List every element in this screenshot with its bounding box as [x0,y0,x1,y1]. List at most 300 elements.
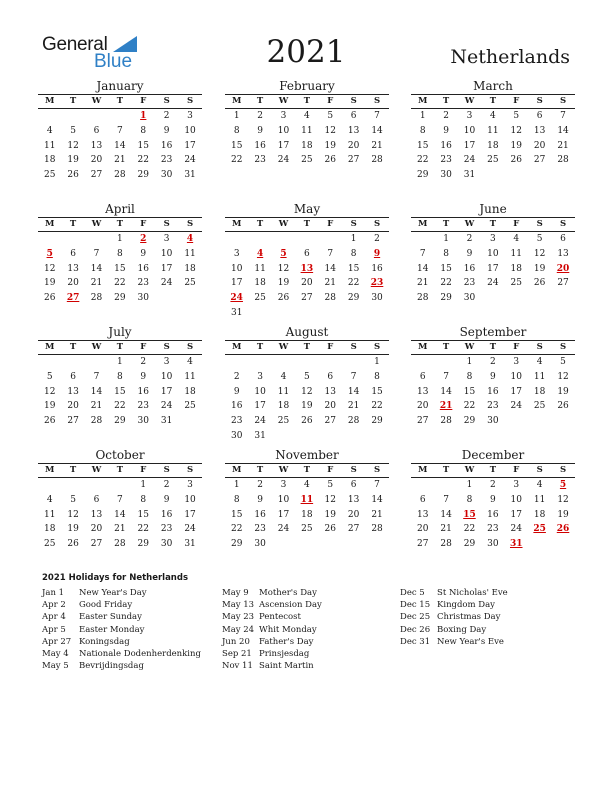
week-row [225,370,389,385]
weekday-label: M [44,96,55,106]
day-cell: 7 [443,371,449,382]
day-cell: 10 [160,248,173,259]
day-cell: 9 [140,371,147,382]
weekday-label: S [559,342,567,352]
month-february [225,78,389,168]
day-cell: 6 [327,371,334,382]
day-cell: 15 [114,386,126,397]
weekday-label: T [303,342,311,352]
week-row [38,124,202,139]
day-cell: 5 [560,357,566,367]
day-cell: 31 [230,307,243,318]
week-row [225,414,389,429]
day-cell: 9 [233,386,240,397]
day-cell: 17 [277,509,290,520]
day-cell: 21 [557,140,569,151]
day-cell: 6 [350,111,357,121]
day-cell: 2 [443,111,449,121]
day-cell: 28 [347,416,360,427]
day-cell: 3 [233,248,240,259]
empty-day-cell [528,537,551,552]
day-cell: 4 [490,111,496,121]
month-july [38,324,202,429]
day-cell: 18 [301,509,313,520]
holiday-name: Pentecost [259,612,301,623]
holiday-day: 2 [140,234,147,244]
weekday-label: T [442,96,450,106]
weekday-label: T [442,465,450,475]
week-row [411,414,575,429]
day-cell: 29 [137,170,149,181]
holiday-list-title: 2021 Holidays for Netherlands [42,573,188,583]
holiday-name: Saint Martin [259,661,314,672]
day-cell: 19 [557,509,569,520]
day-cell: 20 [90,524,103,535]
day-cell: 28 [324,293,336,304]
weekday-label: W [91,219,102,229]
day-cell: 1 [350,234,357,244]
day-cell: 17 [230,278,243,289]
day-cell: 31 [184,170,196,181]
day-cell: 11 [533,494,546,505]
day-cell: 23 [254,155,266,166]
week-row [225,399,389,414]
holiday-date: May 13 [222,600,255,611]
weekday-label: W [464,465,475,475]
day-cell: 24 [510,524,522,535]
day-cell: 16 [440,140,452,151]
day-cell: 16 [137,386,149,397]
day-cell: 2 [374,234,380,244]
day-cell: 21 [324,278,336,289]
day-cell: 4 [46,125,53,136]
weekday-label: S [559,465,567,475]
holiday-day: 5 [559,480,567,490]
day-cell: 21 [371,140,383,151]
holiday-day: 15 [463,509,476,520]
empty-day-cell [365,537,388,552]
day-cell: 8 [140,125,147,136]
day-cell: 2 [490,480,496,490]
holiday-date: Jun 20 [222,636,250,647]
weekday-label: S [350,96,357,106]
day-cell: 2 [490,357,496,367]
day-cell: 18 [510,263,522,274]
day-cell: 29 [463,539,476,550]
weekday-header [225,218,389,231]
day-cell: 7 [560,111,566,121]
holiday-date: Dec 5 [400,588,425,598]
empty-day-cell [528,291,551,306]
holiday-date: May 9 [222,588,249,598]
day-cell: 20 [301,278,313,289]
day-cell: 5 [70,125,76,136]
month-name: June [479,202,507,216]
week-row [38,168,202,183]
day-cell: 24 [277,155,290,166]
holiday-name: Boxing Day [437,624,487,635]
week-row [38,262,202,277]
day-cell: 9 [490,371,496,382]
day-cell: 1 [374,357,380,367]
day-cell: 5 [46,371,53,382]
weekday-label: S [536,465,543,475]
week-row [411,385,575,400]
weekday-label: T [256,219,264,229]
holiday-day: 5 [280,248,287,259]
day-cell: 25 [301,524,313,535]
holiday-item [42,648,201,660]
day-cell: 3 [280,480,287,490]
day-cell: 12 [533,248,546,259]
week-row [38,478,202,493]
weekday-header [38,464,202,477]
empty-day-cell [108,478,131,493]
day-cell: 26 [67,539,79,550]
week-row [411,168,575,183]
empty-day-cell [295,355,318,370]
holiday-name: Prinsjesdag [259,648,310,659]
empty-day-cell [481,168,504,183]
weekday-label: S [350,219,357,229]
week-row [411,508,575,523]
day-cell: 30 [160,170,173,181]
empty-day-cell [61,232,84,247]
empty-day-cell [411,355,434,370]
empty-day-cell [85,355,108,370]
month-may [225,201,389,321]
day-cell: 15 [416,140,429,151]
day-cell: 3 [490,234,496,244]
day-cell: 16 [254,509,266,520]
day-cell: 4 [304,111,310,121]
weekday-label: S [186,96,194,106]
week-row [38,508,202,523]
empty-day-cell [505,414,528,429]
day-cell: 27 [324,416,336,427]
day-cell: 15 [137,509,149,520]
weekday-label: S [163,465,170,475]
weekday-label: S [373,342,381,352]
day-cell: 3 [257,371,263,382]
day-cell: 22 [347,278,360,289]
day-cell: 4 [513,234,520,244]
empty-day-cell [248,232,271,247]
month-name: January [96,79,144,93]
holiday-item [400,599,508,611]
holiday-date: Dec 31 [400,636,431,647]
week-row [411,537,575,552]
day-cell: 15 [137,140,149,151]
holiday-item [400,611,508,623]
day-cell: 22 [114,401,126,412]
day-cell: 3 [466,111,473,121]
empty-day-cell [38,232,61,247]
day-cell: 25 [533,401,546,412]
empty-day-cell [85,478,108,493]
day-cell: 2 [257,480,263,490]
weekday-header [411,95,575,108]
day-cell: 10 [254,386,266,397]
day-cell: 10 [510,494,522,505]
day-cell: 25 [43,539,56,550]
day-cell: 30 [440,170,452,181]
weekday-label: S [373,465,381,475]
holiday-day: 1 [140,111,147,121]
day-cell: 13 [347,125,360,136]
day-cell: 31 [463,170,476,181]
day-cell: 10 [487,248,499,259]
day-cell: 10 [184,125,196,136]
day-cell: 29 [230,539,243,550]
weekday-header [225,464,389,477]
day-cell: 19 [557,386,569,397]
day-cell: 24 [254,416,266,427]
day-cell: 19 [43,278,56,289]
day-cell: 30 [254,539,266,550]
weekday-label: T [256,96,264,106]
empty-day-cell [342,306,365,321]
day-cell: 30 [230,430,243,441]
empty-day-cell [528,414,551,429]
day-cell: 6 [536,111,543,121]
day-cell: 21 [371,509,383,520]
weekday-label: M [231,219,242,229]
holiday-item [222,636,322,648]
day-cell: 20 [416,524,429,535]
weekday-label: S [559,96,567,106]
day-cell: 21 [90,401,103,412]
weekday-label: S [559,219,567,229]
day-cell: 28 [114,170,126,181]
week-row [225,262,389,277]
holiday-date: Dec 15 [400,600,431,611]
day-cell: 30 [371,293,383,304]
day-cell: 11 [533,371,546,382]
day-cell: 14 [371,125,383,136]
day-cell: 12 [43,386,56,397]
day-cell: 15 [463,386,476,397]
day-cell: 16 [371,263,383,274]
day-cell: 23 [160,155,173,166]
week-row [411,276,575,291]
holiday-name: Father's Day [259,636,314,647]
day-cell: 18 [43,155,56,166]
weekday-label: M [231,465,242,475]
day-cell: 9 [257,494,263,505]
weekday-label: M [44,465,55,475]
month-june [411,201,575,306]
empty-day-cell [365,429,388,444]
day-cell: 27 [347,524,360,535]
day-cell: 19 [277,278,290,289]
weekday-label: W [278,342,289,352]
month-name: October [95,448,145,462]
day-cell: 25 [487,155,499,166]
empty-day-cell [434,355,457,370]
day-cell: 13 [557,248,569,259]
day-cell: 10 [277,494,290,505]
day-cell: 31 [254,430,266,441]
weekday-label: S [163,96,170,106]
holiday-item [222,648,322,660]
day-cell: 13 [67,263,79,274]
logo-general-text: General [42,34,108,55]
day-cell: 18 [254,278,266,289]
holiday-name: New Year's Day [79,588,147,598]
day-cell: 28 [90,416,103,427]
day-cell: 12 [67,509,79,520]
holiday-day: 24 [230,293,243,304]
holiday-name: Easter Monday [79,624,145,635]
day-cell: 17 [160,263,173,274]
empty-day-cell [481,291,504,306]
day-cell: 27 [301,293,313,304]
day-cell: 17 [184,509,196,520]
day-cell: 23 [230,416,243,427]
day-cell: 11 [184,248,196,259]
day-cell: 24 [510,401,522,412]
holiday-item [42,611,201,623]
day-cell: 12 [557,494,569,505]
day-cell: 13 [416,386,429,397]
holiday-column [400,587,508,648]
empty-day-cell [551,291,574,306]
month-january [38,78,202,183]
day-cell: 10 [277,125,290,136]
week-row [38,537,202,552]
week-row [225,153,389,168]
day-cell: 28 [557,155,569,166]
holiday-item [222,624,322,636]
day-cell: 27 [90,170,103,181]
holiday-day: 21 [439,401,453,412]
day-cell: 29 [440,293,452,304]
day-cell: 23 [160,524,173,535]
holiday-day: 20 [556,263,570,274]
day-cell: 26 [533,278,546,289]
day-cell: 26 [301,416,313,427]
day-cell: 30 [487,416,499,427]
weekday-label: S [186,219,194,229]
weekday-label: S [350,342,357,352]
week-row [38,355,202,370]
empty-day-cell [295,306,318,321]
weekday-header [411,464,575,477]
day-cell: 13 [416,509,429,520]
day-cell: 17 [510,509,522,520]
day-cell: 20 [324,401,336,412]
day-cell: 16 [463,263,476,274]
day-cell: 2 [140,357,147,367]
day-cell: 29 [416,170,429,181]
day-cell: 6 [350,480,357,490]
day-cell: 7 [443,494,449,505]
day-cell: 9 [490,494,496,505]
holiday-list [42,573,582,672]
day-cell: 14 [440,386,452,397]
day-cell: 19 [533,263,546,274]
day-cell: 14 [440,509,452,520]
empty-day-cell [505,291,528,306]
weekday-label: F [327,342,334,352]
day-cell: 30 [137,293,149,304]
week-row [38,522,202,537]
day-cell: 29 [347,293,360,304]
holiday-day: 4 [256,248,264,259]
weekday-label: T [69,96,77,106]
holiday-date: May 5 [42,661,69,672]
day-cell: 8 [443,248,449,259]
day-cell: 24 [463,155,476,166]
holiday-day: 26 [556,524,570,535]
day-cell: 18 [533,509,546,520]
day-cell: 8 [117,248,123,259]
day-cell: 11 [487,125,499,136]
week-row [225,139,389,154]
day-cell: 16 [160,140,173,151]
empty-day-cell [108,109,131,124]
week-row [38,291,202,306]
empty-day-cell [295,232,318,247]
calendar-year: 2021 [266,34,346,70]
holiday-date: Dec 25 [400,612,431,623]
empty-day-cell [551,414,574,429]
empty-day-cell [61,109,84,124]
weekday-label: T [489,96,497,106]
empty-day-cell [411,232,434,247]
holiday-day: 13 [300,263,314,274]
day-cell: 26 [43,293,56,304]
day-cell: 23 [487,524,499,535]
week-row [411,355,575,370]
day-cell: 7 [419,248,426,259]
day-cell: 28 [90,293,103,304]
month-april [38,201,202,306]
day-cell: 6 [93,494,100,505]
day-cell: 17 [160,386,173,397]
day-cell: 19 [510,140,522,151]
holiday-day: 23 [370,278,384,289]
day-cell: 15 [230,140,243,151]
weekday-label: T [489,342,497,352]
day-cell: 7 [374,111,380,121]
day-cell: 28 [440,539,452,550]
week-row [225,429,389,444]
month-name: August [285,325,329,339]
empty-day-cell [85,232,108,247]
weekday-label: F [513,342,520,352]
day-cell: 9 [163,125,170,136]
week-row [225,355,389,370]
day-cell: 21 [347,401,360,412]
week-row [38,276,202,291]
week-row [38,385,202,400]
weekday-label: S [163,219,170,229]
day-cell: 22 [416,155,429,166]
empty-day-cell [505,168,528,183]
holiday-column [42,587,201,672]
day-cell: 1 [140,480,147,490]
day-cell: 12 [43,263,56,274]
day-cell: 5 [70,494,76,505]
day-cell: 26 [277,293,290,304]
day-cell: 19 [301,401,313,412]
day-cell: 1 [117,357,123,367]
weekday-label: M [44,342,55,352]
empty-day-cell [319,232,342,247]
day-cell: 25 [43,170,56,181]
